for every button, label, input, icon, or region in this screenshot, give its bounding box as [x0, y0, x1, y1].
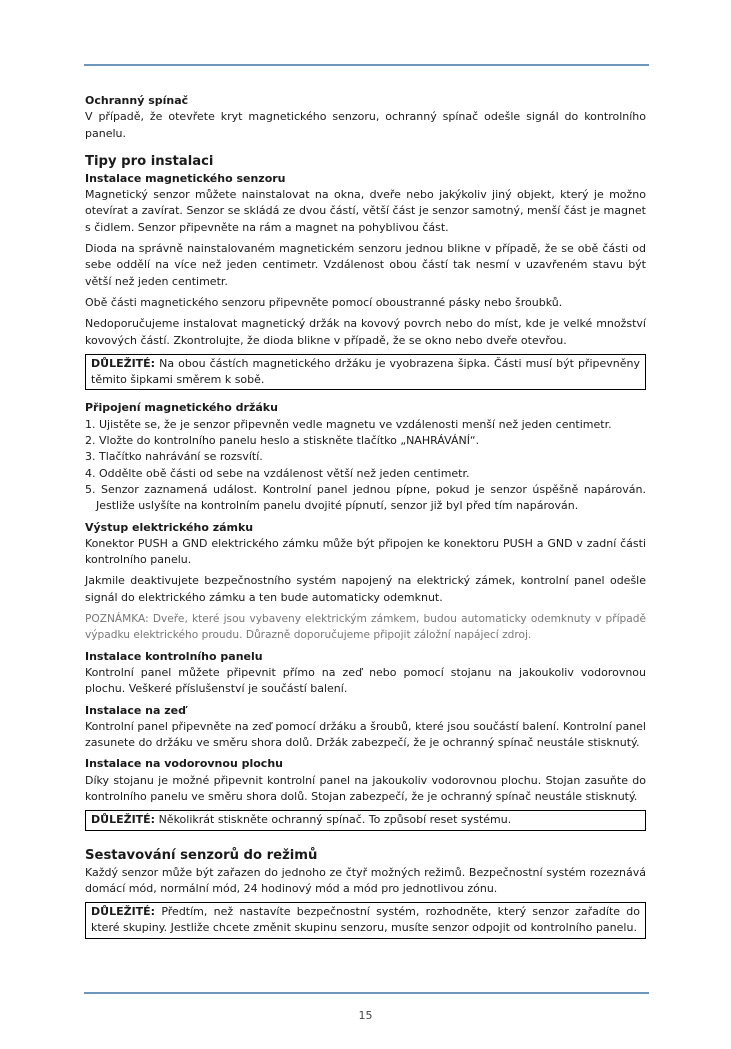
important-label: DŮLEŽITÉ: [91, 356, 156, 370]
header-rule [84, 64, 649, 66]
flat-install-heading: Instalace na vodorovnou plochu [85, 757, 283, 771]
control-panel-heading: Instalace kontrolního panelu [85, 649, 263, 663]
electric-lock-heading: Výstup elektrického zámku [85, 520, 254, 534]
important-note-text: Několikrát stiskněte ochranný spínač. To způsobí reset systému. [155, 813, 512, 827]
important-note-arrows [85, 354, 646, 391]
important-note-groups [85, 902, 646, 939]
pairing-heading: Připojení magnetického držáku [85, 401, 278, 415]
pairing-step: 4. Oddělte obě části od sebe na vzdálenost větší než jeden centimetr. [85, 466, 470, 480]
flat-install-text: Díky stojanu je možné připevnit kontrolní panel na jakoukoliv vodorovnou plochu. Stojan zasuňte do kontrolního panelu ve směru shora dolů. Stojan zabezpečí, že je ochranný spínač neustále stisknutý. [85, 773, 646, 803]
electric-lock-paragraph-1: Konektor PUSH a GND elektrického zámku může být připojen ke konektoru PUSH a GND v zadní části kontrolního panelu. [85, 536, 646, 567]
tamper-switch-text: V případě, že otevřete kryt magnetického senzoru, ochranný spínač odešle signál do kontrolního panelu. [85, 110, 646, 140]
sensor-modes-text: Každý senzor může být zařazen do jednoho ze čtyř možných režimů. Bezpečnostní systém rozeznává domácí mód, normální mód, 24 hodinový mód a mód pro jednotlivou zónu. [85, 865, 646, 895]
wall-install-text: Kontrolní panel připevněte na zeď pomocí držáku a šroubů, které jsou součástí balení. Kontrolní panel zasunete do držáku ve směru shora dolů. Držák zabezpečí, že je ochranný spínač neustále stisknutý. [85, 719, 646, 750]
magnetic-sensor-paragraph-2: Dioda na správně nainstalovaném magnetickém senzoru jednou blikne v případě, že se obě části od sebe oddělí na více než jeden centimetr. Vzdálenost obou částí tak nesmí v uzavřeném stavu být větší než jeden centimetr. [85, 242, 646, 288]
page-number: 15 [358, 1009, 373, 1022]
important-note-text: Na obou částích magnetického držáku je vyobrazena šipka. Části musí být připevněny těmito šipkami směrem k sobě. [91, 356, 640, 387]
tamper-switch-heading: Ochranný spínač [85, 94, 189, 107]
installation-tips-title: Tipy pro instalaci [85, 153, 214, 169]
magnetic-sensor-heading: Instalace magnetického senzoru [85, 171, 286, 185]
pairing-step: 2. Vložte do kontrolního panelu heslo a stiskněte tlačítko „NAHRÁVÁNÍ“. [85, 434, 480, 448]
pairing-step: 5. Senzor zaznamená událost. Kontrolní panel jednou pípne, pokud je senzor úspěšně napárován. Jestliže uslyšíte na kontrolním panelu dvojité pípnutí, senzor již byl před tím napárován. [85, 482, 646, 513]
electric-lock-paragraph-2: Jakmile deaktivujete bezpečnostního systém napojený na elektrický zámek, kontrolní panel odešle signál do elektrického zámku a ten bude automaticky odemknut. [85, 574, 646, 604]
magnetic-sensor-paragraph-3: Obě části magnetického senzoru připevněte pomocí oboustranné pásky nebo šroubků. [85, 295, 563, 309]
page-content [85, 93, 646, 939]
pairing-step: 3. Tlačítko nahrávání se rozsvítí. [85, 450, 263, 464]
sensor-modes-title: Sestavování senzorů do režimů [85, 847, 318, 863]
pairing-step: 1. Ujistěte se, že je senzor připevněn vedle magnetu ve vzdálenosti menší než jeden centimetr. [85, 417, 612, 431]
electric-lock-note: POZNÁMKA: Dveře, které jsou vybaveny elektrickým zámkem, budou automaticky odemknuty v případě výpadku elektrického proudu. Důrazně doporučujeme připojit záložní napájecí zdroj. [85, 613, 646, 642]
important-note-reset [85, 810, 646, 830]
magnetic-sensor-paragraph-4: Nedoporučujeme instalovat magnetický držák na kovový povrch nebo do míst, kde je velké množství kovových částí. Zkontrolujte, že dioda blikne v případě, že se okno nebo dveře otevřou. [85, 317, 646, 347]
control-panel-text: Kontrolní panel můžete připevnit přímo na zeď nebo pomocí stojanu na jakoukoliv vodorovnou plochu. Veškeré příslušenství je součástí balení. [85, 665, 646, 696]
wall-install-heading: Instalace na zeď [85, 703, 186, 717]
magnetic-sensor-paragraph-1: Magnetický senzor můžete nainstalovat na okna, dveře nebo jakýkoliv jiný objekt, který je možno otevírat a zavírat. Senzor se skládá ze dvou částí, větší část je senzor samotný, menší část je magnet s čidlem. Senzor připevněte na rám a magnet na pohyblivou část. [85, 188, 646, 234]
pairing-steps [85, 417, 646, 515]
important-label: DŮLEŽITÉ: [91, 905, 156, 919]
important-note-text: Předtím, než nastavíte bezpečnostní systém, rozhodněte, který senzor zařadíte do které skupiny. Jestliže chcete změnit skupinu senzoru, musíte senzor odpojit od kontrolního panelu. [91, 905, 640, 935]
footer-rule [84, 992, 649, 994]
important-label: DŮLEŽITÉ: [91, 813, 156, 827]
